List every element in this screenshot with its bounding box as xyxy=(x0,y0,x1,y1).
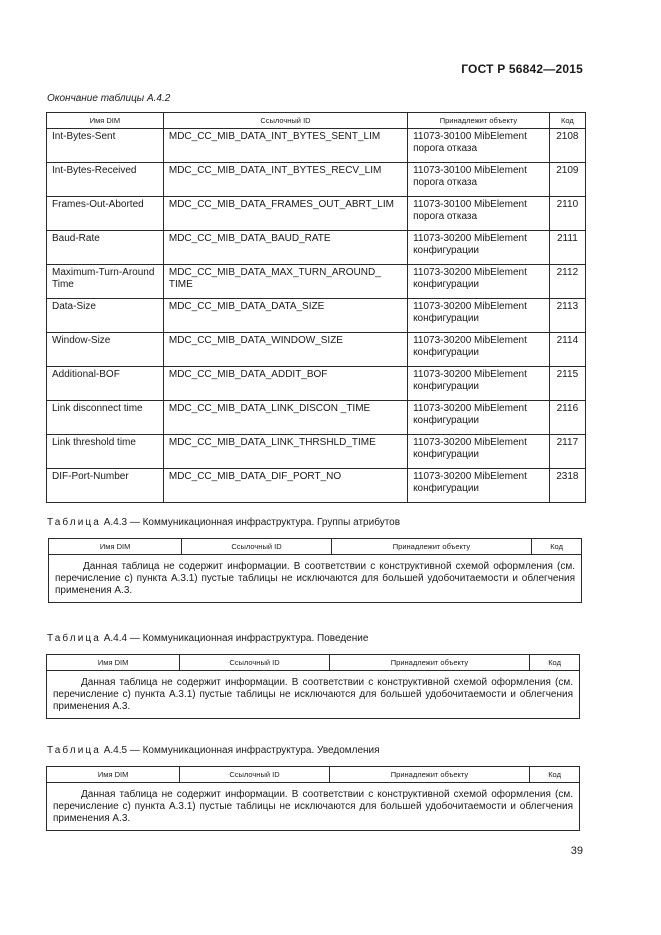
table-note: Данная таблица не содержит информации. В соответствии с конструктивной схемой оформления (см. перечисление с) пункта А.3.1) пустые таблицы не исключаются для большей удобочитаемости и облегчения применения А.3. xyxy=(47,671,580,719)
col-header-reference-id: Ссылочный ID xyxy=(180,767,330,783)
table-row xyxy=(47,197,586,231)
col-header-belongs-to-object: Принадлежит объекту xyxy=(329,767,529,783)
table-note-row xyxy=(47,671,580,719)
table-caption-title: А.4.4 — Коммуникационная инфраструктура. Поведение xyxy=(103,633,369,644)
cell-code: 2115 xyxy=(549,367,585,401)
cell-dim-name: Frames-Out-Aborted xyxy=(47,197,164,231)
cell-code: 2113 xyxy=(549,299,585,333)
document-code: ГОСТ Р 56842—2015 xyxy=(461,62,583,76)
page-number: 39 xyxy=(570,845,583,857)
table-row xyxy=(47,163,586,197)
cell-reference-id: MDC_CC_MIB_DATA_INT_BYTES_RECV_LIM xyxy=(163,163,407,197)
table-row xyxy=(47,333,586,367)
cell-code: 2108 xyxy=(549,129,585,163)
cell-code: 2116 xyxy=(549,401,585,435)
table-header-row xyxy=(49,539,582,555)
table-caption-a-4-4 xyxy=(47,633,368,644)
col-header-reference-id: Ссылочный ID xyxy=(180,655,330,671)
cell-belongs-to-object: 11073-30200 MibElement конфигурации xyxy=(408,333,550,367)
cell-code: 2117 xyxy=(549,435,585,469)
cell-reference-id: MDC_CC_MIB_DATA_FRAMES_OUT_ABRT_LIM xyxy=(163,197,407,231)
col-header-belongs-to-object: Принадлежит объекту xyxy=(329,655,529,671)
table-caption-label: Таблица xyxy=(47,633,101,644)
table-row xyxy=(47,129,586,163)
cell-reference-id: MDC_CC_MIB_DATA_DIF_PORT_NO xyxy=(163,469,407,503)
col-header-code: Код xyxy=(530,767,580,783)
cell-belongs-to-object: 11073-30200 MibElement конфигурации xyxy=(408,469,550,503)
table-header-row xyxy=(47,655,580,671)
cell-reference-id: MDC_CC_MIB_DATA_LINK_DISCON _TIME xyxy=(163,401,407,435)
cell-code: 2109 xyxy=(549,163,585,197)
table-caption-label: Таблица xyxy=(47,517,101,528)
table-row xyxy=(47,231,586,265)
col-header-belongs-to-object: Принадлежит объекту xyxy=(408,113,550,129)
cell-reference-id: MDC_CC_MIB_DATA_LINK_THRSHLD_TIME xyxy=(163,435,407,469)
cell-reference-id: MDC_CC_MIB_DATA_WINDOW_SIZE xyxy=(163,333,407,367)
table-body xyxy=(47,129,586,503)
table-a-4-4 xyxy=(46,654,580,719)
col-header-code: Код xyxy=(549,113,585,129)
col-header-dim-name: Имя DIM xyxy=(47,113,164,129)
table-caption-a-4-3 xyxy=(47,517,400,528)
cell-belongs-to-object: 11073-30100 MibElement порога отказа xyxy=(408,197,550,231)
cell-reference-id: MDC_CC_MIB_DATA_MAX_TURN_AROUND_ TIME xyxy=(163,265,407,299)
cell-reference-id: MDC_CC_MIB_DATA_ADDIT_BOF xyxy=(163,367,407,401)
table-a-4-5 xyxy=(46,766,580,831)
table-row xyxy=(47,469,586,503)
table-caption-title: А.4.5 — Коммуникационная инфраструктура. Уведомления xyxy=(103,745,380,756)
table-note: Данная таблица не содержит информации. В соответствии с конструктивной схемой оформления (см. перечисление с) пункта А.3.1) пустые таблицы не исключаются для большей удобочитаемости и облегчения применения А.3. xyxy=(47,783,580,831)
table-a-4-2 xyxy=(46,112,586,503)
cell-belongs-to-object: 11073-30200 MibElement конфигурации xyxy=(408,435,550,469)
cell-dim-name: Baud-Rate xyxy=(47,231,164,265)
cell-dim-name: Link threshold time xyxy=(47,435,164,469)
col-header-dim-name: Имя DIM xyxy=(49,539,182,555)
cell-dim-name: DIF-Port-Number xyxy=(47,469,164,503)
cell-belongs-to-object: 11073-30200 MibElement конфигурации xyxy=(408,299,550,333)
col-header-dim-name: Имя DIM xyxy=(47,655,180,671)
cell-dim-name: Window-Size xyxy=(47,333,164,367)
col-header-reference-id: Ссылочный ID xyxy=(182,539,332,555)
cell-dim-name: Link disconnect time xyxy=(47,401,164,435)
table-note-row xyxy=(49,555,582,603)
table-row xyxy=(47,401,586,435)
table-caption-a-4-5 xyxy=(47,745,380,756)
table-caption-title: А.4.3 — Коммуникационная инфраструктура. Группы атрибутов xyxy=(103,517,401,528)
cell-belongs-to-object: 11073-30200 MibElement конфигурации xyxy=(408,265,550,299)
col-header-code: Код xyxy=(532,539,582,555)
table-row xyxy=(47,435,586,469)
table-row xyxy=(47,299,586,333)
col-header-belongs-to-object: Принадлежит объекту xyxy=(331,539,531,555)
table-caption-label: Таблица xyxy=(47,745,101,756)
cell-dim-name: Data-Size xyxy=(47,299,164,333)
table-row xyxy=(47,265,586,299)
table-header-row xyxy=(47,767,580,783)
cell-dim-name: Int-Bytes-Received xyxy=(47,163,164,197)
cell-dim-name: Additional-BOF xyxy=(47,367,164,401)
table-a-4-3 xyxy=(48,538,582,603)
cell-belongs-to-object: 11073-30200 MibElement конфигурации xyxy=(408,367,550,401)
table-continuation-caption: Окончание таблицы А.4.2 xyxy=(47,93,171,104)
cell-code: 2112 xyxy=(549,265,585,299)
cell-belongs-to-object: 11073-30200 MibElement конфигурации xyxy=(408,401,550,435)
cell-reference-id: MDC_CC_MIB_DATA_DATA_SIZE xyxy=(163,299,407,333)
cell-dim-name: Int-Bytes-Sent xyxy=(47,129,164,163)
cell-dim-name: Maximum-Turn-Around Time xyxy=(47,265,164,299)
cell-code: 2110 xyxy=(549,197,585,231)
table-header-row xyxy=(47,113,586,129)
col-header-dim-name: Имя DIM xyxy=(47,767,180,783)
cell-reference-id: MDC_CC_MIB_DATA_INT_BYTES_SENT_LIM xyxy=(163,129,407,163)
cell-reference-id: MDC_CC_MIB_DATA_BAUD_RATE xyxy=(163,231,407,265)
cell-belongs-to-object: 11073-30200 MibElement конфигурации xyxy=(408,231,550,265)
col-header-code: Код xyxy=(530,655,580,671)
cell-code: 2318 xyxy=(549,469,585,503)
cell-belongs-to-object: 11073-30100 MibElement порога отказа xyxy=(408,129,550,163)
col-header-reference-id: Ссылочный ID xyxy=(163,113,407,129)
cell-code: 2114 xyxy=(549,333,585,367)
cell-belongs-to-object: 11073-30100 MibElement порога отказа xyxy=(408,163,550,197)
table-row xyxy=(47,367,586,401)
table-note-row xyxy=(47,783,580,831)
cell-code: 2111 xyxy=(549,231,585,265)
table-note: Данная таблица не содержит информации. В соответствии с конструктивной схемой оформления (см. перечисление с) пункта А.3.1) пустые таблицы не исключаются для большей удобочитаемости и облегчения применения А.3. xyxy=(49,555,582,603)
